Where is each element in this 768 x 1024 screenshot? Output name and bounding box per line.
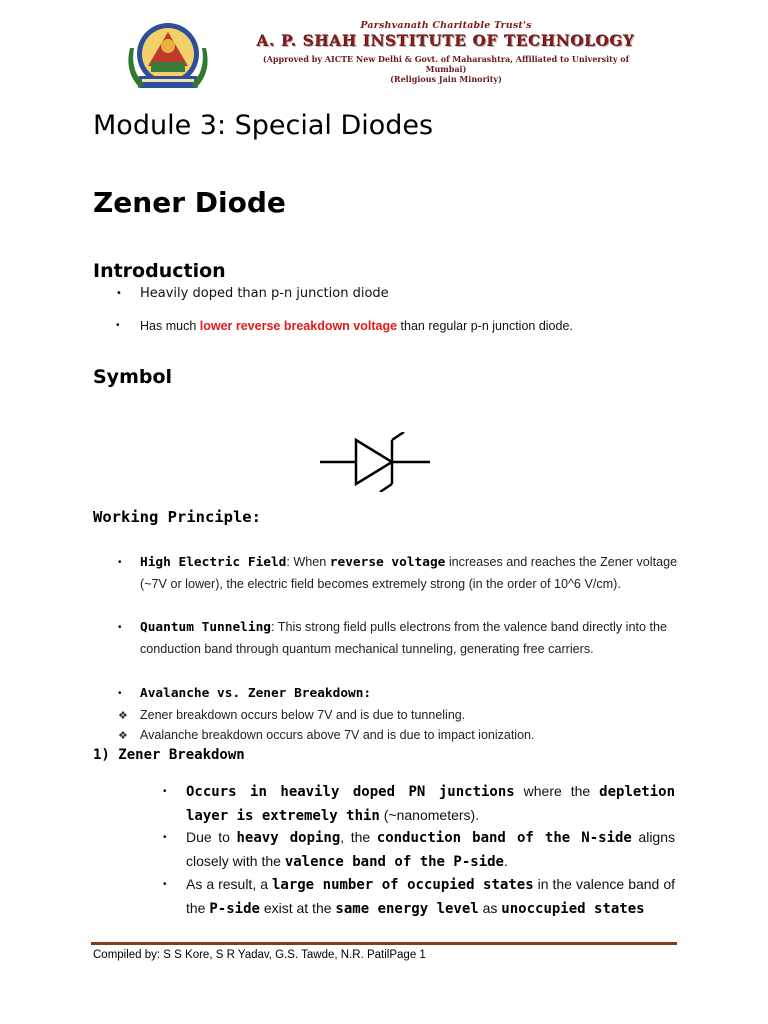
wp-sub-item-1 (118, 705, 465, 726)
wp-item-1-text-b: increases and reaches the Zener voltage (~7V or lower), the electric field becomes extremely strong (in the order of 10^6 V/cm). (140, 555, 678, 591)
zb-bullet-2 (163, 826, 675, 874)
zb-b2-bold-c: valence band of the P-side (284, 854, 504, 870)
zener-breakdown-heading: 1) Zener Breakdown (93, 747, 245, 763)
wp-item-high-electric-field (118, 552, 678, 595)
zb-b3-text-b: in the valence band of the (186, 876, 675, 916)
wp-item-1-bold2: reverse voltage (329, 555, 446, 570)
wp-item-quantum-tunneling (118, 617, 678, 660)
intro-bullet-2 (118, 315, 573, 337)
zb-b2-text-b: , the (340, 829, 377, 845)
intro-bullet-2-pre: Has much (140, 319, 200, 333)
intro-bullet-1 (118, 283, 389, 305)
module-title: Module 3: Special Diodes (93, 110, 434, 141)
zb-b1-bold-a: Occurs in heavily doped PN junctions (186, 784, 515, 800)
zb-b3-text-a: As a result, a (186, 876, 272, 892)
section-title: Zener Diode (93, 186, 286, 219)
wp-item-3-title: Avalanche vs. Zener Breakdown: (140, 686, 372, 701)
working-principle-heading: Working Principle: (93, 508, 261, 526)
zb-b3-bold-d: unoccupied states (501, 901, 645, 917)
zb-b2-text-c: aligns closely with the (186, 829, 676, 869)
symbol-heading: Symbol (93, 366, 173, 388)
zb-b1-text-b: (~nanometers). (379, 807, 480, 823)
zb-b2-text-a: Due to (186, 829, 237, 845)
letterhead-trust: Parshvanath Charitable Trust's (360, 20, 532, 31)
wp-item-2-title: Quantum Tunneling (140, 620, 271, 635)
zb-b3-text-d: as (478, 900, 502, 916)
zb-b3-bold-a: large number of occupied states (271, 877, 534, 893)
letterhead-approval: (Approved by AICTE New Delhi & Govt. of Maharashtra, Affiliated to University of Mumbai) (262, 54, 630, 74)
zb-b3-text-c: exist at the (259, 900, 336, 916)
intro-bullet-1-text: • Heavily doped than p-n junction diode (140, 286, 389, 301)
wp-sub-item-1-text: Zener breakdown occurs below 7V and is due to tunneling. (140, 708, 466, 722)
zb-b2-bold-a: heavy doping (236, 830, 341, 846)
zb-b2-bold-b: conduction band of the N-side (376, 830, 632, 846)
zener-diode-symbol (316, 432, 434, 492)
diamond-bullet-icon: ❖ (118, 710, 128, 722)
letterhead-minority: (Religious Jain Minority) (390, 74, 502, 84)
zb-b1-bold-b: depletion layer is extremely thin (186, 784, 676, 824)
diamond-bullet-icon: ❖ (118, 730, 128, 742)
letterhead (118, 18, 648, 98)
wp-item-avalanche-vs-zener (118, 683, 678, 705)
wp-item-2-text: : This strong field pulls electrons from the valence band directly into the conduction band through quantum mechanical tunneling, generating free carriers. (140, 620, 667, 656)
intro-bullet-2-highlight: lower reverse breakdown voltage (199, 319, 398, 333)
wp-item-1-text-a: : When (286, 555, 330, 569)
zb-b1-text-a: where the (514, 783, 600, 799)
zb-b3-bold-c: same energy level (335, 901, 479, 917)
introduction-heading: Introduction (93, 260, 226, 282)
wp-item-1-title: High Electric Field (140, 555, 287, 570)
letterhead-text (244, 18, 648, 84)
wp-sub-item-2 (118, 725, 534, 746)
wp-sub-item-2-text: Avalanche breakdown occurs above 7V and is due to impact ionization. (140, 728, 535, 742)
intro-bullet-2-text (140, 315, 573, 337)
letterhead-institute-name: A. P. SHAH INSTITUTE OF TECHNOLOGY (257, 32, 635, 50)
zb-b3-bold-b: P-side (209, 901, 260, 917)
zb-bullet-3 (163, 873, 675, 921)
intro-bullet-2-post: than regular p-n junction diode. (397, 319, 573, 333)
footer-text: Compiled by: S S Kore, S R Yadav, G.S. Tawde, N.R. PatilPage 1 (93, 949, 426, 961)
zb-b2-text-d: . (503, 853, 508, 869)
college-logo (118, 18, 242, 98)
footer-divider (91, 942, 677, 945)
zb-bullet-1 (163, 780, 675, 828)
